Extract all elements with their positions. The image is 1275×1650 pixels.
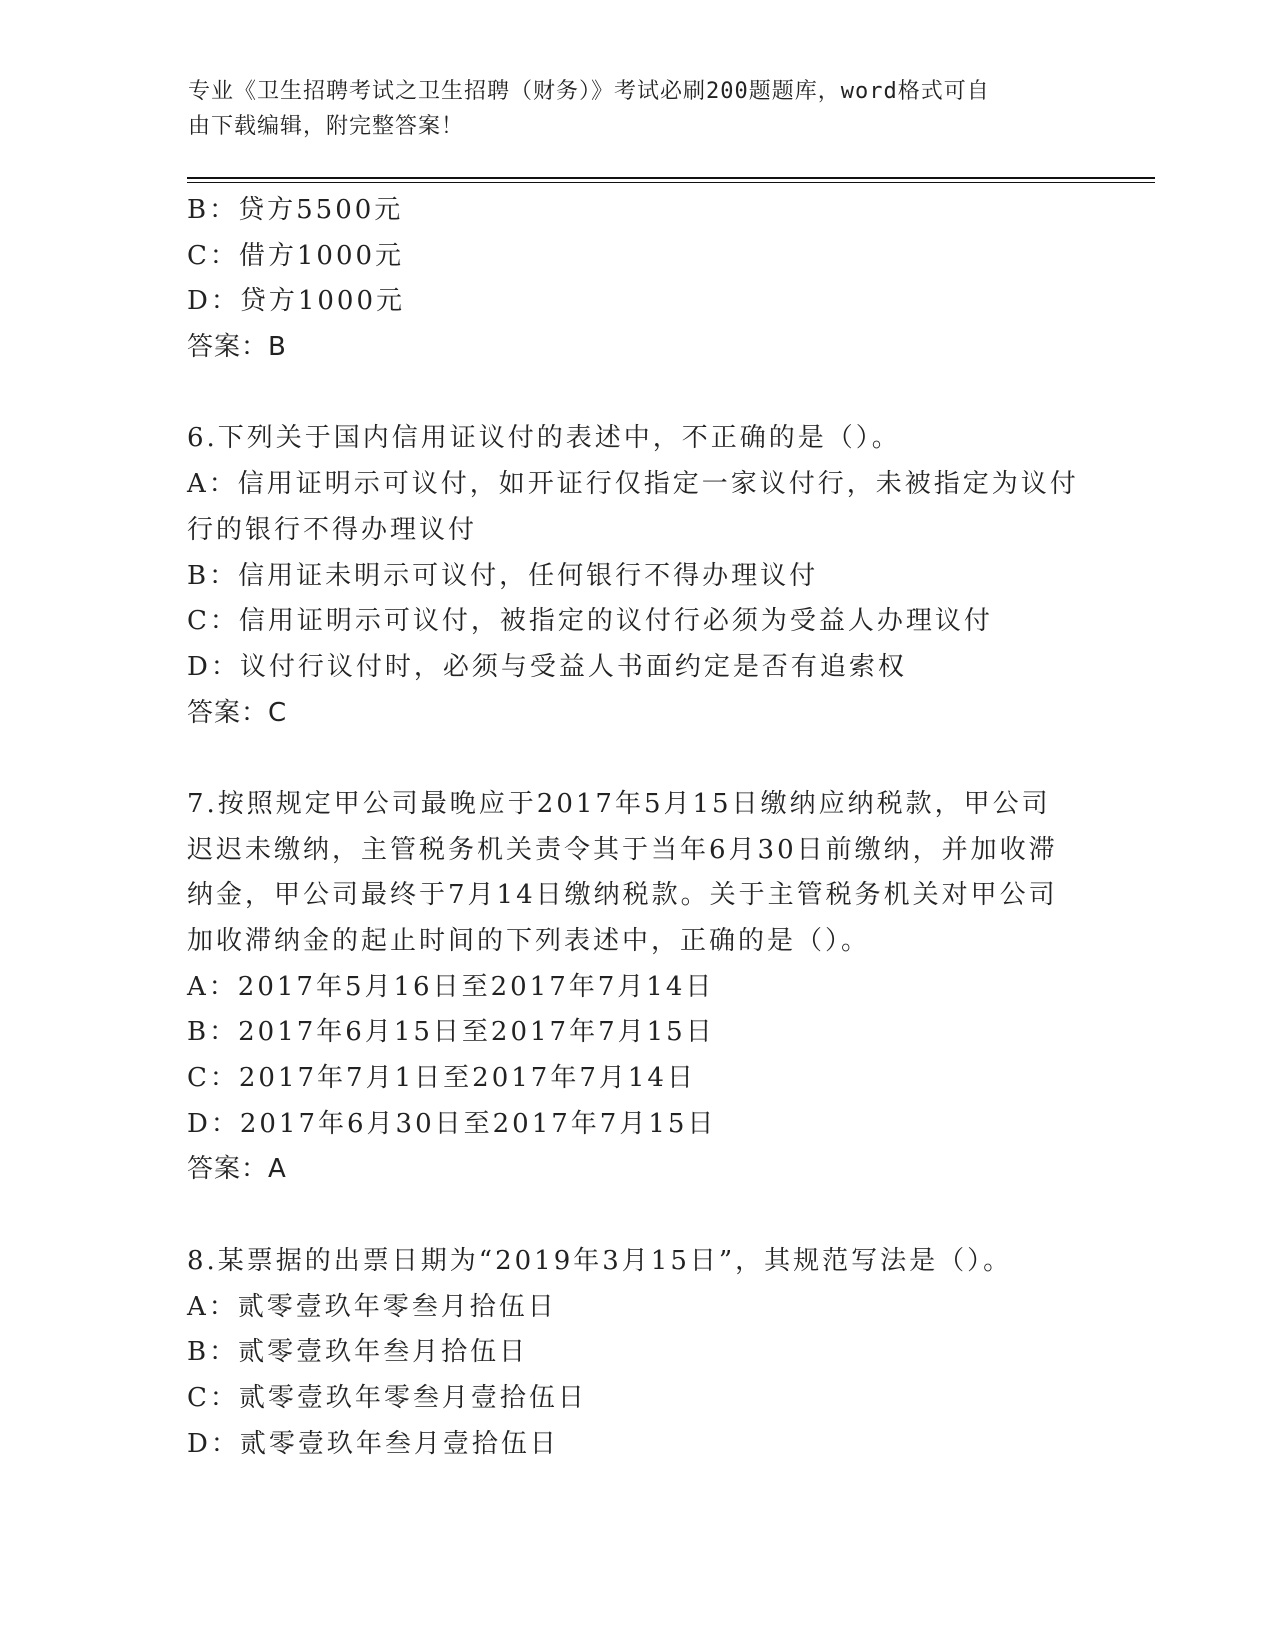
q8-option-a: A：贰零壹玖年零叁月拾伍日 [187,1291,557,1322]
question-list [187,188,1087,1467]
spacer [187,736,1087,782]
q5-answer: 答案：B [187,332,287,363]
q7-question-line-3: 纳金，甲公司最终于7月14日缴纳税款。关于主管税务机关对甲公司 [187,880,1058,911]
q7-option-a: A：2017年5月16日至2017年7月14日 [187,971,715,1002]
q8-question: 8.某票据的出票日期为“2019年3月15日”，其规范写法是（）。 [187,1245,1013,1276]
spacer [187,371,1087,417]
header-line-1: 专业《卫生招聘考试之卫生招聘（财务）》考试必刷200题题库，word格式可自 [188,79,990,104]
q7-option-d: D：2017年6月30日至2017年7月15日 [187,1108,717,1139]
q6-option-a-line-1: A：信用证明示可议付，如开证行仅指定一家议付行，未被指定为议付 [187,469,1079,500]
q6-option-d: D：议付行议付时，必须与受益人书面约定是否有追索权 [187,651,907,682]
q7-question-line-2: 迟迟未缴纳，主管税务机关责令其于当年6月30日前缴纳，并加收滞 [187,834,1058,865]
q8-option-d: D：贰零壹玖年叁月壹拾伍日 [187,1428,559,1459]
q8-option-c: C：贰零壹玖年零叁月壹拾伍日 [187,1382,587,1413]
q6-answer: 答案：C [187,697,288,728]
question-7-block [187,782,1087,1193]
q8-option-b: B：贰零壹玖年叁月拾伍日 [187,1337,529,1368]
q5-option-b: B：贷方5500元 [187,195,404,225]
header-line-2: 由下载编辑，附完整答案！ [188,114,465,139]
header-rule-thick [187,177,1155,179]
q7-option-b: B：2017年6月15日至2017年7月15日 [187,1017,715,1048]
question-5-block [187,188,1087,371]
q6-option-a-line-2: 行的银行不得办理议付 [187,514,478,545]
spacer [187,1193,1087,1239]
document-header [188,74,1068,144]
header-rule-thin [187,182,1155,183]
q7-question-line-1: 7.按照规定甲公司最晚应于2017年5月15日缴纳应纳税款，甲公司 [187,788,1051,819]
q6-option-c: C：信用证明示可议付，被指定的议付行必须为受益人办理议付 [187,606,993,637]
q7-option-c: C：2017年7月1日至2017年7月14日 [187,1063,696,1094]
q6-option-b: B：信用证未明示可议付，任何银行不得办理议付 [187,560,819,591]
q7-question-line-4: 加收滞纳金的起止时间的下列表述中，正确的是（）。 [187,926,871,956]
question-8-block [187,1239,1087,1467]
question-6-block [187,416,1087,736]
q7-answer: 答案：A [187,1154,287,1185]
q6-question: 6.下列关于国内信用证议付的表述中，不正确的是（）。 [187,423,901,454]
q5-option-c: C：借方1000元 [187,240,405,271]
q5-option-d: D：贷方1000元 [187,286,406,317]
